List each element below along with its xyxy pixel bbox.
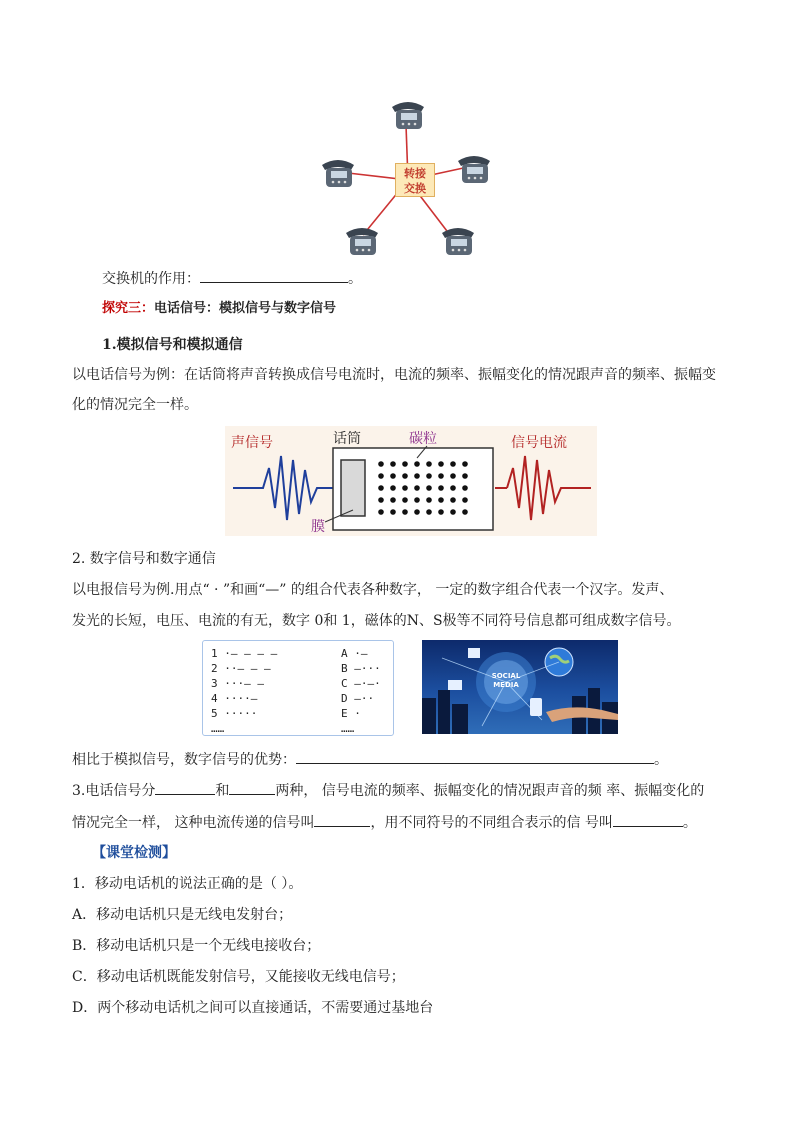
digital-text-line2: 发光的长短，电压、电流的有无，数字 0和 1，磁体的N、S极等不同符号信息都可组成数字信号。 (72, 613, 681, 629)
membrane-label: 膜 (311, 519, 325, 535)
check-question: 1．移动电话机的说法正确的是（ ）。 (72, 876, 303, 892)
check-heading: 【课堂检测】 (92, 845, 176, 861)
q3-blank-4[interactable] (613, 812, 683, 827)
code-row: 3 ···— — (211, 677, 264, 690)
morse-code-table (202, 640, 394, 736)
check-option-a: A．移动电话机只是无线电发射台； (72, 907, 293, 923)
advantage-label: 相比于模拟信号，数字信号的优势： (72, 752, 296, 768)
code-row: …… (211, 722, 225, 735)
digital-text-line1: 以电报信号为例.用点“ · ”和画“—” 的组合代表各种数字， 一定的数字组合代表一个汉字。发声、 (72, 582, 674, 598)
telephone-icon (454, 151, 494, 189)
check-option-d: D．两个移动电话机之间可以直接通话，不需要通过基地台 (72, 1000, 434, 1016)
microphone-label: 话筒 (333, 431, 361, 447)
code-row: 5 ····· (211, 707, 258, 720)
digital-media-image (422, 640, 618, 734)
switch-role-line: 交换机的作用： 。 (102, 268, 362, 289)
telephone-icon (438, 223, 478, 261)
media-label: SOCIAL MEDIA (491, 672, 521, 689)
code-row: …… (341, 722, 355, 735)
sound-signal-label: 声信号 (231, 435, 273, 451)
telephone-icon (388, 97, 428, 135)
code-row: 4 ····— (211, 692, 258, 705)
analog-text-line2: 化的情况完全一样。 (72, 397, 198, 413)
q3-blank-3[interactable] (314, 812, 370, 827)
switch-label-top: 转接 (404, 167, 426, 180)
switch-box (395, 163, 435, 197)
code-row: C —·—· (341, 677, 381, 690)
q3-line2: 情况完全一样， 这种电流传递的信号叫 ，用不同符号的不同组合表示的信 号叫 。 (72, 812, 697, 833)
current-signal-label: 信号电流 (511, 435, 567, 451)
switch-role-label: 交换机的作用： (102, 271, 200, 287)
code-row: 1 ·— — — — (211, 647, 278, 660)
check-option-b: B．移动电话机只是一个无线电接收台； (72, 938, 321, 954)
current-wave (507, 456, 591, 520)
sound-wave (233, 456, 333, 520)
advantage-blank[interactable] (296, 749, 654, 764)
section3-heading (102, 299, 336, 319)
telephone-icon (318, 155, 358, 193)
switch-role-blank[interactable] (200, 268, 348, 283)
q3-blank-1[interactable] (155, 780, 215, 795)
analog-heading: 1.模拟信号和模拟通信 (102, 337, 243, 353)
switch-label-bottom: 交换 (404, 182, 426, 195)
telephone-icon (342, 223, 382, 261)
code-row: A ·— (341, 647, 368, 660)
switch-diagram (318, 95, 498, 265)
advantage-line: 相比于模拟信号，数字信号的优势： 。 (72, 749, 668, 770)
code-row: E · (341, 707, 361, 720)
check-option-c: C．移动电话机既能发射信号，又能接收无线电信号； (72, 969, 405, 985)
code-row: 2 ··— — — (211, 662, 271, 675)
microphone-diagram (225, 426, 597, 536)
section3-title: 电话信号：模拟信号与数字信号 (154, 301, 337, 316)
analog-text-line1: 以电话信号为例：在话筒将声音转换成信号电流时，电流的频率、振幅变化的情况跟声音的频率、振幅变 (72, 367, 716, 383)
code-row: D —·· (341, 692, 375, 705)
code-row: B —··· (341, 662, 381, 675)
carbon-label: 碳粒 (409, 431, 437, 447)
section3-prefix: 探究三： (102, 301, 155, 316)
digital-heading: 2. 数字信号和数字通信 (72, 551, 216, 567)
q3-line1: 3.电话信号分 和 两种， 信号电流的频率、振幅变化的情况跟声音的频 率、振幅变化的 (72, 780, 704, 801)
q3-blank-2[interactable] (229, 780, 275, 795)
